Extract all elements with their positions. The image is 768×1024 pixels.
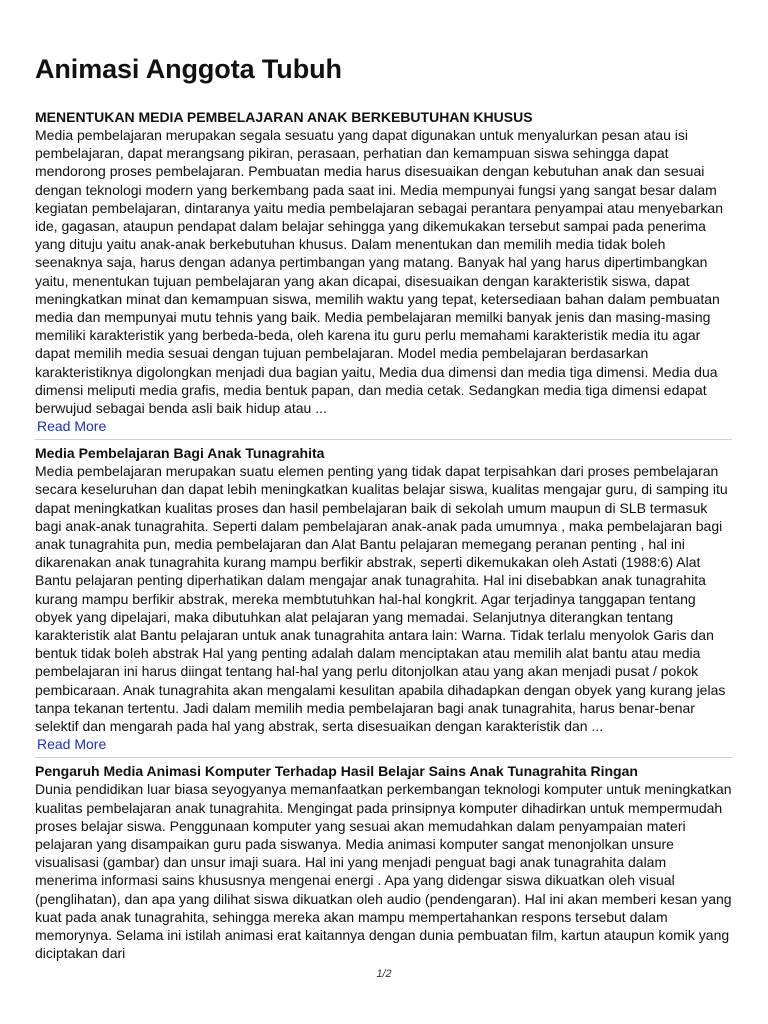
- article-3: [35, 762, 732, 962]
- article-body: Media pembelajaran merupakan segala sesuatu yang dapat digunakan untuk menyalurkan pesan atau isi pembelajaran, dapat merangsang pikiran, perasaan, perhatian dan kemampuan siswa sehingga dapat mendorong proses pembelajaran. Pembuatan media harus disesuaikan dengan kebutuhan anak dan sesuai dengan teknologi modern yang berkembang pada saat ini. Media mempunyai fungsi yang sangat besar dalam kegiatan pembelajaran, dintaranya yaitu media pembelajaran sebagai perantara penyampai atau menyebarkan ide, gagasan, ataupun pendapat dalam belajar sehingga yang dikemukakan tersebut sampai pada penerima yang dituju yaitu anak-anak berkebutuhan khusus. Dalam menentukan dan memilih media tidak boleh seenaknya saja, harus dengan adanya pertimbangan yang matang. Banyak hal yang harus dipertimbangkan yaitu, menentukan tujuan pembelajaran yang akan dicapai, disesuaikan dengan karakteristik siswa, dapat meningkatkan minat dan kemampuan siswa, memilih waktu yang tepat, ketersediaan bahan dalam pembuatan media dan mempunyai mutu tehnis yang baik. Media pembelajaran memilki banyak jenis dan masing-masing memiliki karakteristik yang berbeda-beda, oleh karena itu guru perlu memahami karakteristik media itu agar dapat memilih media sesuai dengan tujuan pembelajaran. Model media pembelajaran berdasarkan karakteristiknya digolongkan menjadi dua bagian yaitu, Media dua dimensi dan media tiga dimensi. Media dua dimensi meliputi media grafis, media bentuk papan, dan media cetak. Sedangkan media tiga dimensi edapat berwujud sebagai benda asli baik hidup atau ...: [35, 127, 724, 417]
- article-heading: Media Pembelajaran Bagi Anak Tunagrahita: [35, 445, 325, 462]
- article-heading: MENENTUKAN MEDIA PEMBELAJARAN ANAK BERKEBUTUHAN KHUSUS: [35, 109, 533, 125]
- article-body: Media pembelajaran merupakan suatu elemen penting yang tidak dapat terpisahkan dari proses pembelajaran secara keseluruhan dan dapat lebih meningkatkan kualitas belajar siswa, kualitas mengajar guru, di samping itu dapat meningkatkan kualitas proses dan hasil pembelajaran baik di sekolah umum maupun di SLB termasuk bagi anak-anak tunagrahita. Seperti dalam pembelajaran anak-anak pada umumnya , maka pembelajaran bagi anak tunagrahita pun, media pembelajaran dan Alat Bantu pelajaran memegang peranan penting , hal ini dikarenakan anak tunagrahita kurang mampu berfikir abstrak, seperti dikemukakan oleh Astati (1988:6) Alat Bantu pelajaran penting diperhatikan dalam mengajar anak tunagrahita. Hal ini disebabkan anak tunagrahita kurang mampu berfikir abstrak, mereka membtutuhkan hal-hal kongkrit. Agar terjadinya tanggapan tentang obyek yang dipelajari, maka dibutuhkan alat pelajaran yang memadai. Selanjutnya diterangkan tentang karakteristik alat Bantu pelajaran untuk anak tunagrahita antara lain: Warna. Tidak terlalu menyolok Garis dan bentuk tidak boleh abstrak Hal yang penting adalah dalam menciptakan atau memilih alat bantu atau media pembelajaran ini harus diingat tentang hal-hal yang perlu ditonjolkan atau yang akan menjadi pusat / pokok pembicaraan. Anak tunagrahita akan mengalami kesulitan apabila dihadapkan dengan obyek yang kurang jelas tanpa tekanan tertentu. Jadi dalam memilih media pembelajaran bagi anak tunagrahita, harus benar-benar selektif dan mengarah pada hal yang abstrak, serta disesuaikan dengan karakteristik dan ...: [35, 463, 728, 735]
- article-heading: Pengaruh Media Animasi Komputer Terhadap Hasil Belajar Sains Anak Tunagrahita Ringan: [35, 763, 638, 780]
- divider: [35, 439, 732, 440]
- read-more-link[interactable]: Read More: [37, 418, 107, 435]
- document-title: Animasi Anggota Tubuh: [35, 54, 342, 84]
- article-2: [35, 444, 732, 754]
- document-page: [35, 52, 732, 962]
- read-more-link[interactable]: Read More: [37, 736, 107, 753]
- article-1: [35, 108, 732, 436]
- page-number: 1/2: [376, 968, 392, 980]
- divider: [35, 757, 732, 758]
- article-body: Dunia pendidikan luar biasa seyogyanya memanfaatkan perkembangan teknologi komputer untuk meningkatkan kualitas pembelajaran anak tunagrahita. Mengingat pada prinsipnya komputer dihadirkan untuk mempermudah proses belajar siswa. Penggunaan komputer yang sesuai akan memudahkan dalam penyampaian materi pelajaran yang disampaikan guru pada siswanya. Media animasi komputer sangat menonjolkan unsure visualisasi (gambar) dan unsur imaji suara. Hal ini yang menjadi penguat bagi anak tunagrahita dalam menerima informasi sains khususnya mengenai energi . Apa yang didengar siswa dikuatkan oleh visual (penglihatan), dan apa yang dilihat siswa dikuatkan oleh audio (pendengaran). Hal ini akan memberi kesan yang kuat pada anak tunagrahita, sehingga mereka akan mampu mempertahankan respons tersebut dalam memorynya. Selama ini istilah animasi erat kaitannya dengan dunia pembuatan film, kartun ataupun komik yang diciptakan dari: [35, 781, 732, 962]
